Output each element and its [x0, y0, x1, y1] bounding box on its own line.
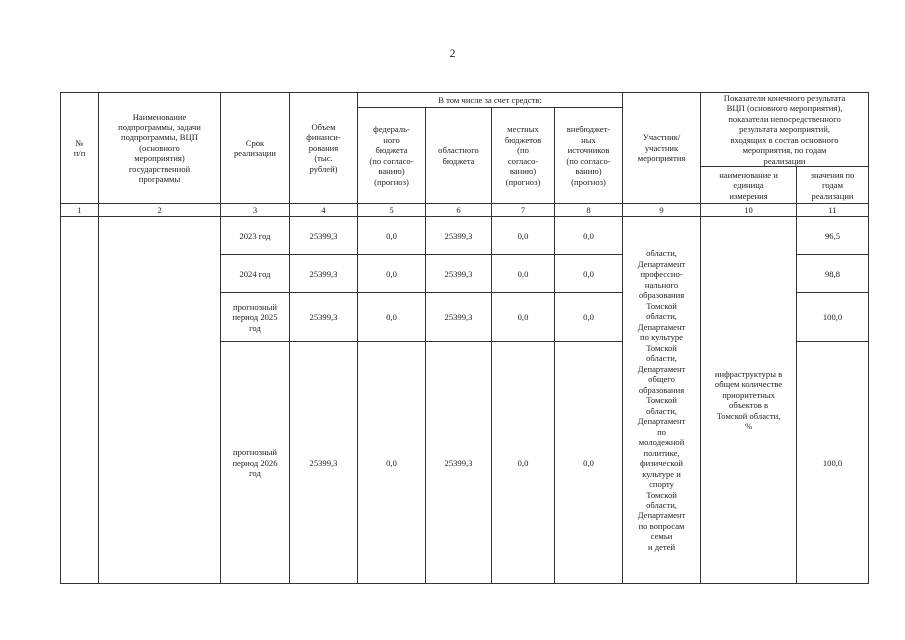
extrabudgetary-cell: 0,0 — [555, 217, 623, 255]
total-cell: 25399,3 — [290, 342, 358, 584]
local-cell: 0,0 — [492, 293, 555, 342]
period-cell: прогнозный период 2026 год — [221, 342, 290, 584]
indicator-value-cell: 100,0 — [797, 293, 869, 342]
header-indicators-group: Показатели конечного результата ВЦП (основного мероприятия), показатели непосредственного результата мероприятий, входящих в состав основного мероприятия, по годам реализации — [701, 93, 869, 167]
regional-cell: 25399,3 — [426, 217, 492, 255]
column-numbers-row — [61, 204, 869, 217]
extrabudgetary-cell: 0,0 — [555, 255, 623, 293]
program-table — [60, 92, 869, 584]
header-federal-budget: федераль- ного бюджета (по согласо- ванию) (прогноз) — [358, 108, 426, 204]
table-row — [61, 217, 869, 255]
column-number: 11 — [797, 204, 869, 217]
header-regional-budget: областного бюджета — [426, 108, 492, 204]
federal-cell: 0,0 — [358, 255, 426, 293]
header-financing-volume: Объем финанси- рования (тыс. рублей) — [290, 93, 358, 204]
header-participant: Участник/ участник мероприятия — [623, 93, 701, 204]
header-local-budgets: местных бюджетов (по согласо- ванию) (прогноз) — [492, 108, 555, 204]
federal-cell: 0,0 — [358, 293, 426, 342]
period-cell: 2024 год — [221, 255, 290, 293]
column-number: 1 — [61, 204, 99, 217]
regional-cell: 25399,3 — [426, 255, 492, 293]
federal-cell: 0,0 — [358, 342, 426, 584]
regional-cell: 25399,3 — [426, 342, 492, 584]
column-number: 3 — [221, 204, 290, 217]
total-cell: 25399,3 — [290, 293, 358, 342]
local-cell: 0,0 — [492, 217, 555, 255]
header-funding-sources-group: В том числе за счет средств: — [358, 93, 623, 108]
total-cell: 25399,3 — [290, 217, 358, 255]
header-number: № п/п — [61, 93, 99, 204]
column-number: 5 — [358, 204, 426, 217]
header-indicator-values: значения по годам реализации — [797, 167, 869, 204]
column-number: 6 — [426, 204, 492, 217]
extrabudgetary-cell: 0,0 — [555, 342, 623, 584]
header-extrabudgetary: внебюджет- ных источников (по согласо- ванию) (прогноз) — [555, 108, 623, 204]
header-indicator-name: наименование и единица измерения — [701, 167, 797, 204]
indicator-name-cell: инфраструктуры в общем количестве приоритетных объектов в Томской области, % — [701, 217, 797, 584]
column-number: 2 — [99, 204, 221, 217]
column-number: 9 — [623, 204, 701, 217]
row-number-cell — [61, 217, 99, 584]
column-number: 8 — [555, 204, 623, 217]
subprogram-name-cell — [99, 217, 221, 584]
column-number: 10 — [701, 204, 797, 217]
header-subprogram-name: Наименование подпрограммы, задачи подпрограммы, ВЦП (основного мероприятия) государственной программы — [99, 93, 221, 204]
local-cell: 0,0 — [492, 255, 555, 293]
indicator-value-cell: 100,0 — [797, 342, 869, 584]
participants-cell: области, Департамент профессио- нального образования Томской области, Департамент по культуре Томской области, Департамент общего образования Томской области, Департамент по молодежной политике, физической культуре и спорту Томской области, Департамент по вопросам семьи и детей — [623, 217, 701, 584]
indicator-value-cell: 96,5 — [797, 217, 869, 255]
regional-cell: 25399,3 — [426, 293, 492, 342]
federal-cell: 0,0 — [358, 217, 426, 255]
header-period: Срок реализации — [221, 93, 290, 204]
total-cell: 25399,3 — [290, 255, 358, 293]
extrabudgetary-cell: 0,0 — [555, 293, 623, 342]
page-number: 2 — [449, 46, 456, 60]
period-cell: 2023 год — [221, 217, 290, 255]
period-cell: прогнозный период 2025 год — [221, 293, 290, 342]
column-number: 7 — [492, 204, 555, 217]
column-number: 4 — [290, 204, 358, 217]
indicator-value-cell: 98,8 — [797, 255, 869, 293]
local-cell: 0,0 — [492, 342, 555, 584]
